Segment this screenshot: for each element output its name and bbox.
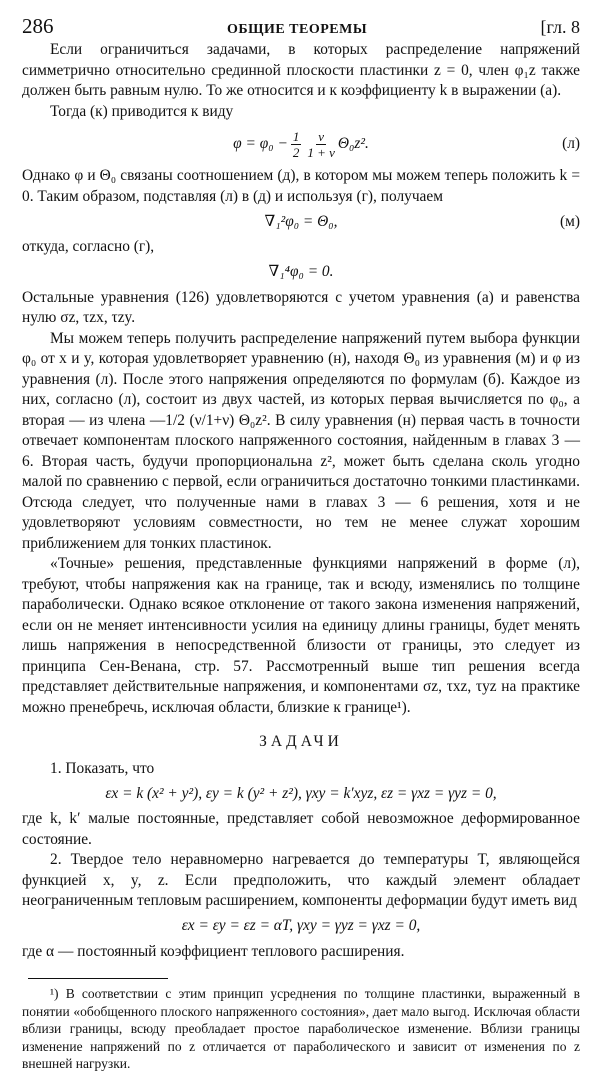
task-text: где k, k′ малые постоянные, представляет собой невозможное деформированное состояние. <box>22 810 580 848</box>
equation-text: εx = εy = εz = αT, γxy = γyz = γxz = 0, <box>181 917 421 935</box>
footnote: ¹) В соответствии с этим принцип усреднения по толщине пластинки, выраженный в понятии «обобщенного плоского напряженного состояния», дает мало выгод. Исключая области вблизи границы, всюду преобладает простое параболическое изменение. Вблизи границы изменение напряжений по z отличается от параболического и зависит от изменения по z внешней нагрузки. <box>22 986 580 1072</box>
paragraph: Если ограничиться задачами, в которых распределение напряжений симметрично относительно срединной плоскости пластинки z = 0, член φ₁z также должен быть равным нулю. То же относится и к коэффициенту k в выражении (а). <box>22 41 580 99</box>
fraction-numerator: ν <box>318 128 325 144</box>
equation-part: Θ₀z². <box>337 134 369 152</box>
paragraph: Остальные уравнения (126) удовлетворяются с учетом уравнения (а) и равенства нулю σz, τzx, τzy. <box>22 288 580 326</box>
equation-n <box>22 258 580 288</box>
section-title: ЗАДАЧИ <box>259 733 343 750</box>
fraction-denominator: 2 <box>292 144 300 160</box>
equation-label: (л) <box>562 134 580 152</box>
paragraph: откуда, согласно (г), <box>22 238 155 255</box>
equation-l <box>22 122 580 166</box>
page-number: 286 <box>22 14 54 38</box>
task-text: где α — постоянный коэффициент теплового расширения. <box>22 942 405 960</box>
fraction <box>307 129 335 160</box>
paragraph: Однако φ и Θ₀ связаны соотношением (д), в котором мы можем теперь положить k = 0. Таким образом, подставляя (л) в (д) и используя (г), получаем <box>22 167 580 205</box>
equation-label: (м) <box>560 212 580 230</box>
equation-text: ∇₁⁴φ₀ = 0. <box>268 263 334 281</box>
footnote-divider <box>28 978 168 979</box>
fraction-numerator: 1 <box>292 128 300 144</box>
page-header <box>22 14 580 40</box>
task2-equation <box>22 912 580 942</box>
main-text <box>22 40 580 962</box>
task1-equation <box>22 779 580 809</box>
equation-m <box>22 207 580 237</box>
running-title: ОБЩИЕ ТЕОРЕМЫ <box>226 22 368 37</box>
equation-part: φ = φ₀ − <box>233 134 288 152</box>
paragraph: Тогда (к) приводится к виду <box>50 102 234 120</box>
paragraph: «Точные» решения, представленные функциями напряжений в форме (л), требуют, чтобы напряжения как на границе, так и всюду, изменялись по толщине параболически. Однако всякое отклонение от такого закона изменения напряжений, если он не меняет интенсивности усилия на единицу длины границы, будет менять лишь напряжения в непосредственной близости от границы, это следует из принципа Сен-Венана, стр. 57. Рассмотренный выше тип решения всегда представляет действительные напряжения, и компонентами σz, τxz, τyz на практике можно пренебречь, исключая области, близкие к границе¹). <box>22 555 580 716</box>
fraction-denominator: 1 + ν <box>307 144 335 160</box>
fraction <box>291 129 302 160</box>
equation-text: ∇₁²φ₀ = Θ₀, <box>264 212 338 230</box>
chapter-marker: [гл. 8 <box>540 17 580 37</box>
task-intro: 2. Твердое тело неравномерно нагревается до температуры T, являющейся функцией x, y, z. Если предположить, что каждый элемент обладает неограниченным тепловым расширением, компоненты деформации будут иметь вид <box>22 851 580 909</box>
paragraph: Мы можем теперь получить распределение напряжений путем выбора функции φ₀ от x и y, которая удовлетворяет уравнению (н), находя Θ₀ из уравнения (м) и φ из уравнения (л). После этого напряжения определяются по формулам (б). Каждое из них, согласно (л), состоит из двух частей, из которых первая вычисляется по φ₀, а вторая — из члена —1/2 (ν/1+ν) Θ₀z². В силу уравнения (н) первая часть в точности отвечает компонентам плоского напряженного состояния, найденным в главах 3 — 6. Вторая часть, будучи пропорциональна z², может быть сделана сколь угодно малой по сравнению с первой, если ограничиться достаточно тонкими пластинками. Отсюда следует, что полученные нами в главах 3 — 6 решения, хотя и не удовлетворяют условиям совместности, но тем не менее служат хорошим приближением для тонких пластинок. <box>22 329 580 552</box>
equation-text: εx = k (x² + y²), εy = k (y² + z²), γxy = k′xyz, εz = γxz = γyz = 0, <box>105 784 497 802</box>
task-intro: 1. Показать, что <box>50 759 155 777</box>
